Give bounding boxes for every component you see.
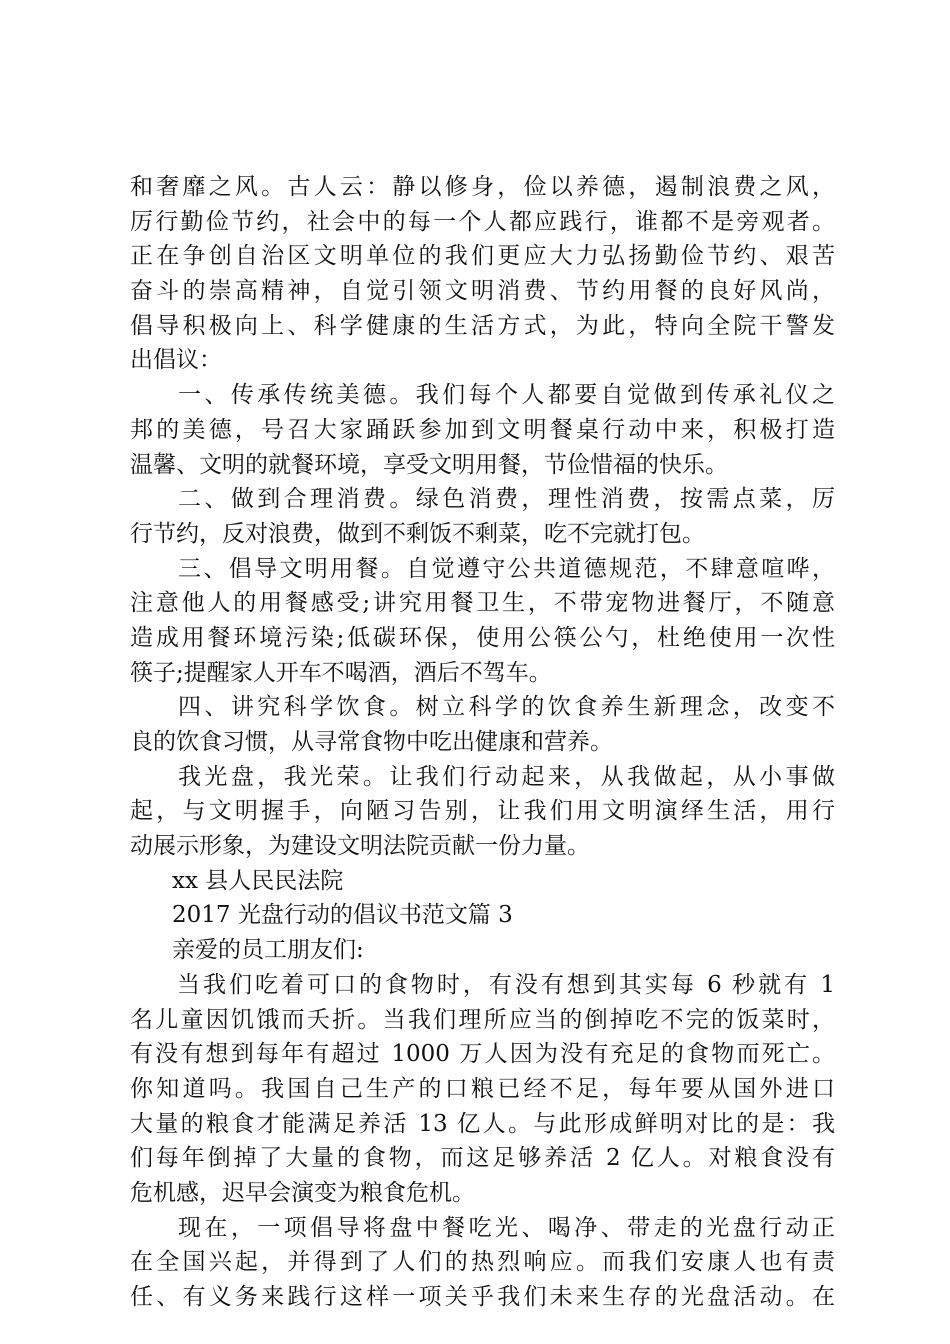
text-line: 良的饮食习惯，从寻常食物中吃出健康和营养。 bbox=[130, 729, 613, 755]
signature-line: xx 县人民民法院 bbox=[172, 867, 344, 894]
text-line: 奋斗的崇高精神，自觉引领文明消费、节约用餐的良好风尚， bbox=[130, 278, 835, 305]
text-line: 倡导积极向上、科学健康的生活方式，为此，特向全院干警发 bbox=[130, 312, 835, 339]
text-line: 在全国兴起，并得到了人们的热烈响应。而我们安康人也有责 bbox=[130, 1249, 835, 1276]
text-line: 正在争创自治区文明单位的我们更应大力弘扬勤俭节约、艰苦 bbox=[130, 243, 835, 270]
paragraph-first-line: 三、倡导文明用餐。自觉遵守公共道德规范，不肆意喧哗， bbox=[178, 555, 835, 582]
text-line: 起，与文明握手，向陋习告别，让我们用文明演绎生活，用行 bbox=[130, 798, 835, 825]
text-line: 你知道吗。我国自己生产的口粮已经不足，每年要从国外进口 bbox=[130, 1075, 835, 1102]
paragraph-first-line: 二、做到合理消费。绿色消费，理性消费，按需点菜，厉 bbox=[178, 486, 835, 513]
paragraph-first-line: 我光盘，我光荣。让我们行动起来，从我做起，从小事做 bbox=[178, 763, 835, 790]
paragraph-first-line: 一、传承传统美德。我们每个人都要自觉做到传承礼仪之 bbox=[178, 382, 835, 409]
document-body bbox=[130, 170, 835, 1315]
text-line: 筷子;提醒家人开车不喝酒，酒后不驾车。 bbox=[130, 659, 552, 686]
salutation: 亲爱的员工朋友们: bbox=[172, 937, 364, 964]
text-line: 动展示形象，为建设文明法院贡献一份力量。 bbox=[130, 833, 590, 860]
text-line: 有没有想到每年有超过 1000 万人因为没有充足的食物而死亡。 bbox=[130, 1041, 835, 1068]
text-line: 注意他人的用餐感受;讲究用餐卫生，不带宠物进餐厅，不随意 bbox=[130, 590, 835, 617]
text-line: 们每年倒掉了大量的食物，而这足够养活 2 亿人。对粮食没有 bbox=[130, 1145, 835, 1172]
paragraph-first-line: 四、讲究科学饮食。树立科学的饮食养生新理念，改变不 bbox=[178, 694, 835, 721]
text-line: 和奢靡之风。古人云：静以修身，俭以养德，遏制浪费之风， bbox=[130, 174, 835, 200]
section-heading: 2017 光盘行动的倡议书范文篇 3 bbox=[172, 902, 513, 929]
text-line: 造成用餐环境污染;低碳环保，使用公筷公勺，杜绝使用一次性 bbox=[130, 624, 835, 651]
paragraph-first-line: 现在，一项倡导将盘中餐吃光、喝净、带走的光盘行动正 bbox=[178, 1214, 835, 1241]
text-line: 大量的粮食才能满足养活 13 亿人。与此形成鲜明对比的是：我 bbox=[130, 1110, 835, 1137]
text-line: 温馨、文明的就餐环境，享受文明用餐，节俭惜福的快乐。 bbox=[130, 451, 728, 478]
text-line: 出倡议： bbox=[130, 347, 222, 374]
paragraph-first-line: 当我们吃着可口的食物时，有没有想到其实每 6 秒就有 1 bbox=[177, 971, 835, 998]
text-line: 任、有义务来践行这样一项关乎我们未来生存的光盘活动。在 bbox=[130, 1284, 835, 1310]
text-line: 厉行勤俭节约，社会中的每一个人都应践行，谁都不是旁观者。 bbox=[130, 208, 835, 235]
text-line: 名儿童因饥饿而夭折。当我们理所应当的倒掉吃不完的饭菜时， bbox=[130, 1006, 835, 1033]
text-line: 危机感，迟早会演变为粮食危机。 bbox=[130, 1179, 475, 1206]
text-line: 邦的美德，号召大家踊跃参加到文明餐桌行动中来，积极打造 bbox=[130, 416, 835, 443]
text-line: 行节约，反对浪费，做到不剩饭不剩菜，吃不完就打包。 bbox=[130, 520, 705, 547]
